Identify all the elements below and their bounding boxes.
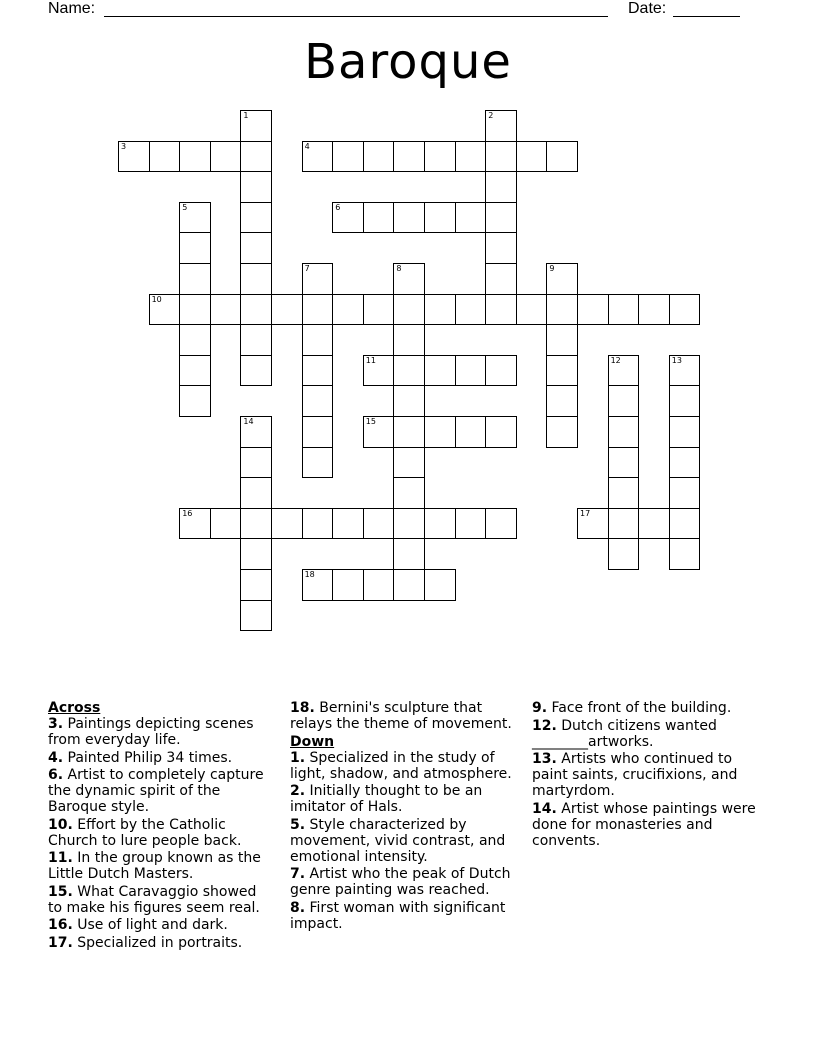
grid-cell[interactable] (485, 202, 517, 234)
grid-cell[interactable] (485, 110, 517, 142)
grid-cell[interactable] (424, 202, 456, 234)
clue-text: Artists who continued to paint saints, crucifixions, and martyrdom. (532, 751, 738, 799)
grid-cell[interactable] (149, 294, 181, 326)
clue-number: 12. (532, 717, 557, 734)
clue-number: 17. (48, 934, 73, 951)
down-heading: Down (290, 733, 335, 750)
cell-number: 12 (610, 355, 621, 365)
clue-text: Face front of the building. (547, 700, 732, 716)
grid-cell[interactable] (424, 508, 456, 540)
clue-text: Dutch citizens wanted ________artworks. (532, 717, 717, 750)
down-clue (532, 801, 767, 849)
grid-cell[interactable] (577, 508, 609, 540)
down-clue (532, 718, 767, 750)
grid-cell[interactable] (669, 355, 701, 387)
grid-cell[interactable] (302, 324, 334, 356)
grid-cell[interactable] (332, 508, 364, 540)
down-clue (290, 783, 525, 815)
puzzle-title: Baroque (304, 34, 512, 90)
grid-cell[interactable] (393, 477, 425, 509)
grid-cell[interactable] (516, 141, 548, 173)
clue-text: Artist to completely capture the dynamic spirit of the Baroque style. (48, 767, 264, 815)
grid-cell[interactable] (302, 569, 334, 601)
grid-cell[interactable] (485, 508, 517, 540)
grid-cell[interactable] (455, 416, 487, 448)
grid-cell[interactable] (179, 508, 211, 540)
grid-cell[interactable] (240, 263, 272, 295)
clue-number: 18. (290, 700, 315, 716)
grid-cell[interactable] (669, 538, 701, 570)
cell-number: 4 (304, 141, 310, 151)
grid-cell[interactable] (240, 600, 272, 632)
across-clue (48, 767, 273, 815)
clue-number: 13. (532, 751, 557, 767)
down-clue (532, 700, 767, 716)
grid-cell[interactable] (485, 355, 517, 387)
grid-cell[interactable] (485, 294, 517, 326)
grid-cell[interactable] (240, 477, 272, 509)
clue-text: Paintings depicting scenes from everyday life. (48, 716, 254, 748)
grid-cell[interactable] (210, 294, 242, 326)
grid-cell[interactable] (302, 508, 334, 540)
grid-cell[interactable] (455, 508, 487, 540)
grid-cell[interactable] (363, 569, 395, 601)
cell-number: 7 (304, 264, 310, 273)
grid-cell[interactable] (608, 416, 640, 448)
clue-number: 6. (48, 767, 64, 783)
grid-cell[interactable] (302, 141, 334, 173)
cell-number: 13 (671, 355, 682, 365)
grid-cell[interactable] (516, 294, 548, 326)
grid-cell[interactable] (118, 141, 150, 173)
cell-number: 18 (304, 570, 315, 579)
grid-cell[interactable] (363, 294, 395, 326)
clue-text: What Caravaggio showed to make his figures seem real. (48, 883, 260, 916)
grid-cell[interactable] (149, 141, 181, 173)
grid-cell[interactable] (363, 141, 395, 173)
grid-cell[interactable] (393, 202, 425, 234)
grid-cell[interactable] (302, 385, 334, 417)
cell-number: 8 (396, 264, 402, 273)
grid-cell[interactable] (638, 294, 670, 326)
grid-cell[interactable] (179, 355, 211, 387)
grid-cell[interactable] (210, 141, 242, 173)
clue-text: First woman with significant impact. (290, 899, 506, 932)
date-label: Date: (628, 0, 667, 17)
grid-cell[interactable] (240, 447, 272, 479)
across-heading: Across (48, 700, 101, 716)
cell-number: 2 (488, 111, 494, 120)
grid-cell[interactable] (179, 385, 211, 417)
clue-text: Use of light and dark. (72, 917, 228, 933)
grid-cell[interactable] (363, 355, 395, 387)
grid-cell[interactable] (240, 202, 272, 234)
grid-cell[interactable] (608, 385, 640, 417)
grid-cell[interactable] (485, 416, 517, 448)
cell-number: 17 (580, 508, 591, 518)
grid-cell[interactable] (332, 202, 364, 234)
grid-cell[interactable] (669, 294, 701, 326)
cell-number: 14 (243, 417, 254, 426)
grid-cell[interactable] (393, 355, 425, 387)
grid-cell[interactable] (608, 294, 640, 326)
clue-text: Initially thought to be an imitator of Hals. (290, 783, 483, 815)
down-clue (532, 751, 767, 799)
cell-number: 16 (182, 508, 193, 518)
grid-cell[interactable] (669, 385, 701, 417)
grid-cell[interactable] (302, 355, 334, 387)
cell-number: 6 (335, 202, 341, 212)
grid-cell[interactable] (271, 294, 303, 326)
grid-cell[interactable] (179, 202, 211, 234)
name-label: Name: (48, 0, 96, 17)
grid-cell[interactable] (546, 263, 578, 295)
grid-cell[interactable] (302, 447, 334, 479)
grid-cell[interactable] (240, 171, 272, 203)
grid-cell[interactable] (240, 416, 272, 448)
grid-cell[interactable] (240, 508, 272, 540)
grid-cell[interactable] (363, 416, 395, 448)
grid-cell[interactable] (393, 508, 425, 540)
across-clue (48, 850, 273, 882)
clue-number: 9. (532, 700, 548, 716)
clue-number: 2. (290, 783, 306, 799)
grid-cell[interactable] (546, 416, 578, 448)
grid-cell[interactable] (577, 294, 609, 326)
grid-cell[interactable] (455, 355, 487, 387)
grid-cell[interactable] (302, 294, 334, 326)
grid-cell[interactable] (669, 508, 701, 540)
cell-number: 10 (151, 294, 162, 304)
grid-cell[interactable] (485, 232, 517, 264)
grid-cell[interactable] (332, 294, 364, 326)
clue-text: Artist who the peak of Dutch genre painting was reached. (290, 866, 511, 898)
clue-number: 5. (290, 816, 306, 833)
down-clue (290, 817, 525, 865)
grid-cell[interactable] (485, 171, 517, 203)
down-clue (290, 900, 525, 932)
grid-cell[interactable] (424, 355, 456, 387)
grid-cell[interactable] (240, 538, 272, 570)
grid-cell[interactable] (393, 294, 425, 326)
cell-number: 5 (182, 202, 188, 212)
clue-number: 3. (48, 716, 64, 732)
grid-cell[interactable] (546, 355, 578, 387)
cell-number: 15 (365, 417, 376, 426)
clue-number: 15. (48, 883, 73, 900)
clue-text: Style characterized by movement, vivid contrast, and emotional intensity. (290, 816, 506, 865)
grid-cell[interactable] (240, 569, 272, 601)
grid-cell[interactable] (240, 110, 272, 142)
clue-number: 8. (290, 899, 306, 916)
cell-number: 1 (243, 111, 249, 120)
across-clue (48, 917, 273, 933)
grid-cell[interactable] (638, 508, 670, 540)
grid-cell[interactable] (546, 294, 578, 326)
grid-cell[interactable] (485, 263, 517, 295)
grid-cell[interactable] (240, 294, 272, 326)
clue-text: Specialized in the study of light, shadow, and atmosphere. (290, 749, 512, 782)
clue-number: 4. (48, 749, 64, 766)
grid-cell[interactable] (485, 141, 517, 173)
clue-text: Effort by the Catholic Church to lure people back. (48, 816, 242, 849)
grid-cell[interactable] (546, 385, 578, 417)
clue-number: 16. (48, 917, 73, 933)
grid-cell[interactable] (546, 324, 578, 356)
grid-cell[interactable] (240, 324, 272, 356)
grid-cell[interactable] (669, 416, 701, 448)
grid-cell[interactable] (210, 508, 242, 540)
across-clue (48, 935, 273, 951)
grid-cell[interactable] (455, 202, 487, 234)
grid-cell[interactable] (393, 141, 425, 173)
clue-number: 1. (290, 749, 306, 766)
grid-cell[interactable] (608, 508, 640, 540)
grid-cell[interactable] (393, 538, 425, 570)
across-clue (48, 716, 273, 748)
clue-text: Bernini's sculpture that relays the theme of movement. (290, 700, 512, 732)
across-clue (48, 817, 273, 849)
grid-cell[interactable] (393, 569, 425, 601)
grid-cell[interactable] (424, 416, 456, 448)
grid-cell[interactable] (608, 538, 640, 570)
grid-cell[interactable] (179, 294, 211, 326)
cell-number: 3 (121, 141, 127, 151)
grid-cell[interactable] (393, 416, 425, 448)
grid-cell[interactable] (240, 232, 272, 264)
grid-cell[interactable] (424, 569, 456, 601)
grid-cell[interactable] (608, 355, 640, 387)
grid-cell[interactable] (608, 477, 640, 509)
grid-cell[interactable] (302, 416, 334, 448)
clue-text: Artist whose paintings were done for monasteries and convents. (532, 800, 756, 849)
clues-column-1 (48, 700, 273, 952)
grid-cell[interactable] (669, 477, 701, 509)
grid-cell[interactable] (455, 294, 487, 326)
grid-cell[interactable] (240, 141, 272, 173)
clues-column-3 (532, 700, 767, 850)
grid-cell[interactable] (179, 232, 211, 264)
cell-number: 9 (549, 264, 555, 273)
clues-column-2 (290, 700, 525, 933)
across-clue (48, 884, 273, 916)
grid-cell[interactable] (546, 141, 578, 173)
clue-number: 14. (532, 800, 557, 817)
grid-cell[interactable] (179, 141, 211, 173)
clue-number: 11. (48, 850, 73, 866)
grid-cell[interactable] (179, 263, 211, 295)
grid-cell[interactable] (271, 508, 303, 540)
clue-text: In the group known as the Little Dutch Masters. (48, 850, 261, 882)
clue-text: Painted Philip 34 times. (63, 749, 233, 766)
grid-cell[interactable] (363, 508, 395, 540)
grid-cell[interactable] (332, 141, 364, 173)
grid-cell[interactable] (393, 385, 425, 417)
down-clue (290, 750, 525, 782)
grid-cell[interactable] (455, 141, 487, 173)
grid-cell[interactable] (179, 324, 211, 356)
grid-cell[interactable] (424, 141, 456, 173)
cell-number: 11 (365, 355, 376, 365)
grid-cell[interactable] (363, 202, 395, 234)
grid-cell[interactable] (332, 569, 364, 601)
across-clue (290, 700, 525, 732)
grid-cell[interactable] (393, 263, 425, 295)
grid-cell[interactable] (608, 447, 640, 479)
grid-cell[interactable] (424, 294, 456, 326)
clue-number: 10. (48, 816, 73, 833)
clue-text: Specialized in portraits. (72, 934, 243, 951)
grid-cell[interactable] (240, 355, 272, 387)
clue-number: 7. (290, 866, 306, 882)
grid-cell[interactable] (393, 324, 425, 356)
grid-cell[interactable] (393, 447, 425, 479)
down-clue (290, 866, 525, 898)
grid-cell[interactable] (669, 447, 701, 479)
across-clue (48, 750, 273, 766)
grid-cell[interactable] (302, 263, 334, 295)
